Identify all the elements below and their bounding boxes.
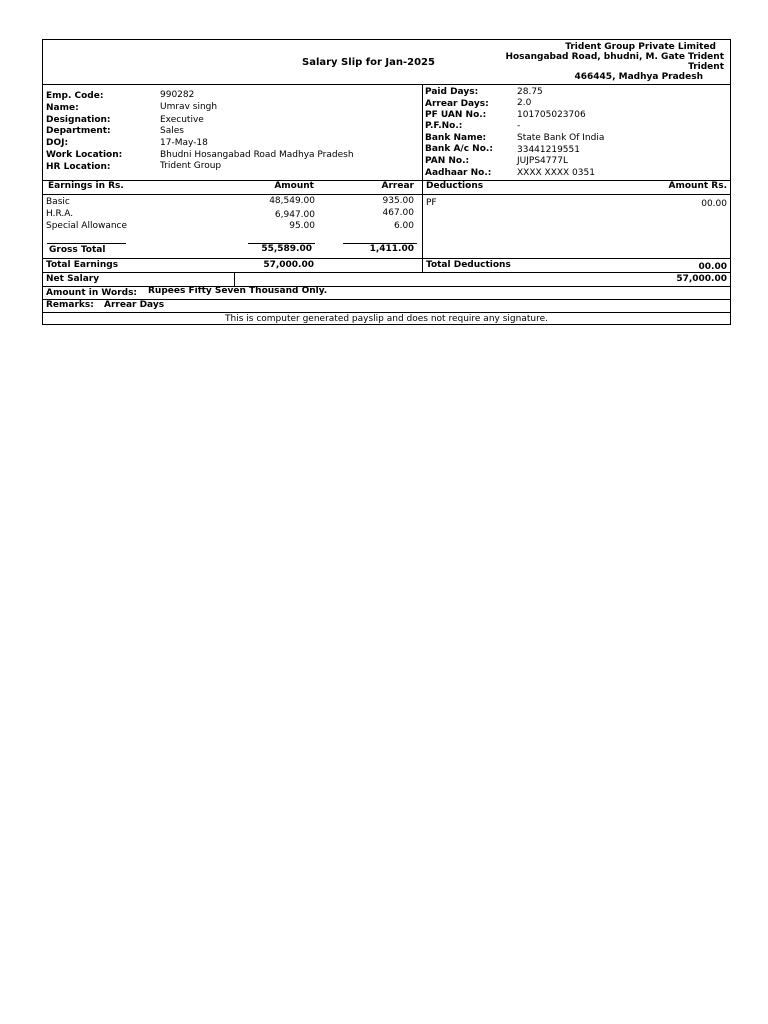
department-value: Sales: [160, 126, 184, 136]
company-address-line-3: 466445, Madhya Pradesh: [574, 72, 703, 82]
designation-value: Executive: [160, 115, 204, 125]
pf-no-value: -: [517, 121, 521, 131]
header-divider: [43, 84, 730, 85]
gross-total-label: Gross Total: [49, 245, 106, 255]
total-deductions-label: Total Deductions: [426, 260, 511, 270]
earning-row-amount: 48,549.00: [269, 196, 315, 206]
department-label: Department:: [46, 126, 111, 136]
earnings-amount-header: Amount: [274, 181, 314, 191]
bank-ac-value: 33441219551: [517, 145, 580, 155]
hr-location-value: Trident Group: [160, 161, 222, 171]
work-location-value: Bhudni Hosangabad Road Madhya Pradesh: [160, 150, 354, 160]
pan-label: PAN No.:: [425, 156, 470, 166]
total-earnings-value: 57,000.00: [263, 260, 314, 270]
doj-value: 17-May-18: [160, 138, 208, 148]
total-deductions-value: 00.00: [698, 262, 727, 272]
totals-divider: [43, 258, 730, 259]
hr-location-label: HR Location:: [46, 162, 111, 172]
arrear-days-value: 2.0: [517, 98, 532, 108]
remarks-label: Remarks:: [46, 300, 94, 310]
earning-row-amount: 6,947.00: [274, 210, 315, 220]
footer-divider: [43, 312, 730, 313]
earning-row-arrear: 467.00: [382, 208, 414, 218]
salary-slip: [42, 39, 731, 325]
deductions-amount-header: Amount Rs.: [668, 181, 727, 191]
earning-row-arrear: 6.00: [393, 221, 414, 231]
slip-title: Salary Slip for Jan-2025: [302, 57, 435, 68]
computer-generated-note: This is computer generated payslip and does not require any signature.: [225, 314, 548, 324]
earning-row-label: Special Allowance: [46, 221, 128, 231]
deduction-row-label: PF: [426, 198, 437, 208]
aadhaar-value: XXXX XXXX 0351: [517, 168, 595, 178]
remarks-value: Arrear Days: [104, 300, 165, 310]
deduction-row-amount: 00.00: [701, 199, 727, 209]
aadhaar-label: Aadhaar No.:: [425, 168, 492, 178]
work-location-label: Work Location:: [46, 150, 123, 160]
company-address-line-1: Hosangabad Road, bhudni, M. Gate Trident: [505, 52, 724, 62]
emp-code-value: 990282: [160, 90, 195, 100]
emp-code-label: Emp. Code:: [46, 91, 104, 101]
words-divider: [43, 286, 730, 287]
earnings-header: Earnings in Rs.: [48, 181, 124, 191]
pf-uan-value: 101705023706: [517, 110, 586, 120]
pf-uan-label: PF UAN No.:: [425, 110, 487, 120]
bank-name-value: State Bank Of India: [517, 133, 605, 143]
net-salary-value: 57,000.00: [676, 274, 727, 284]
designation-label: Designation:: [46, 115, 111, 125]
total-earnings-label: Total Earnings: [46, 260, 119, 270]
bank-ac-label: Bank A/c No.:: [425, 144, 493, 154]
net-salary-divider: [43, 272, 730, 273]
gross-total-arrear: 1,411.00: [369, 244, 414, 254]
company-name: Trident Group Private Limited: [565, 42, 716, 52]
earnings-arrear-header: Arrear: [381, 181, 414, 191]
earning-row-label: H.R.A.: [46, 209, 74, 219]
net-salary-label: Net Salary: [46, 274, 100, 284]
arrear-days-label: Arrear Days:: [425, 99, 489, 109]
earning-row-label: Basic: [46, 197, 70, 207]
name-label: Name:: [46, 103, 79, 113]
earning-row-amount: 95.00: [289, 221, 315, 231]
center-divider: [422, 84, 423, 272]
gross-label-underline: [47, 243, 126, 244]
amount-in-words-label: Amount in Words:: [46, 288, 138, 298]
earning-row-arrear: 935.00: [382, 196, 414, 206]
net-salary-cell-divider: [234, 272, 235, 286]
pan-value: JUJPS4777L: [517, 156, 568, 166]
table-header-divider: [43, 194, 730, 195]
pf-no-label: P.F.No.:: [425, 121, 463, 131]
paid-days-value: 28.75: [517, 87, 543, 97]
name-value: Umrav singh: [160, 102, 218, 112]
bank-name-label: Bank Name:: [425, 133, 487, 143]
deductions-header: Deductions: [426, 181, 484, 191]
gross-total-amount: 55,589.00: [261, 244, 312, 254]
amount-in-words-value: Rupees Fifty Seven Thousand Only.: [148, 286, 328, 296]
doj-label: DOJ:: [46, 138, 69, 148]
paid-days-label: Paid Days:: [425, 87, 479, 97]
company-address-line-2: Trident: [688, 62, 724, 72]
